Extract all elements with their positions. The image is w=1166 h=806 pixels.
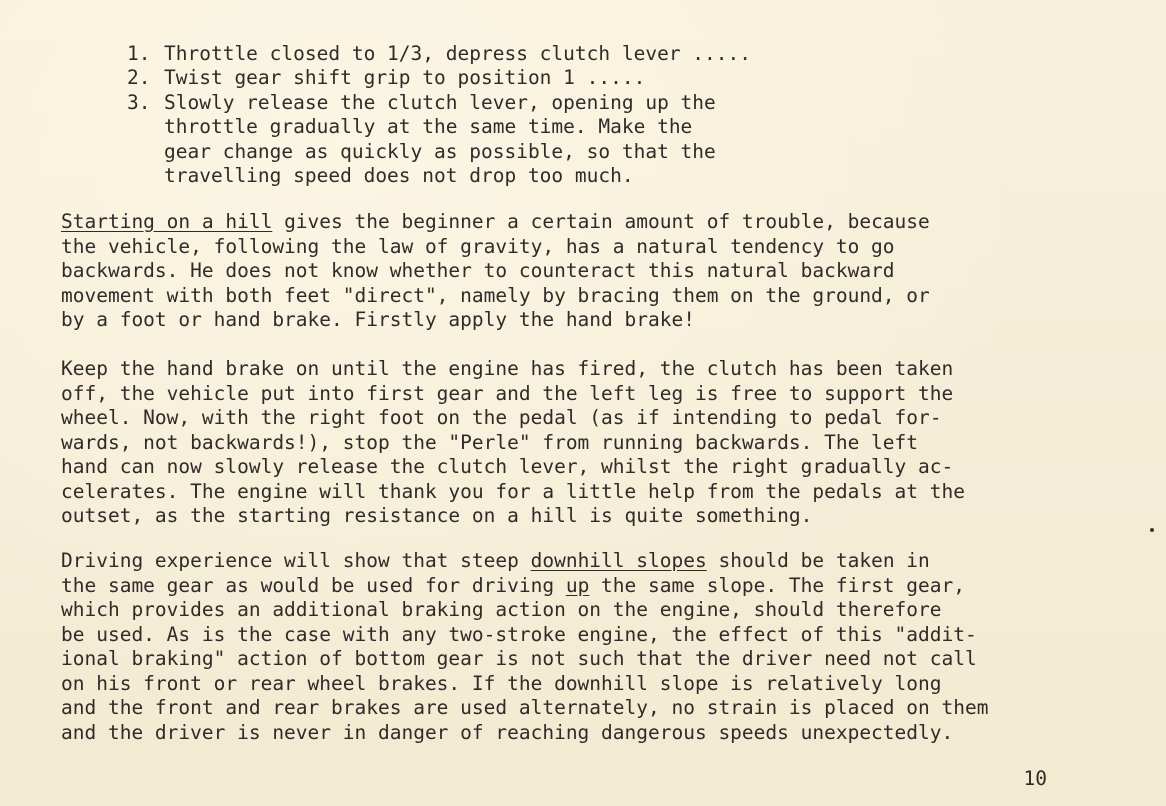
step-text: Slowly release the clutch lever, opening up the throttle gradually at the same time. Make the gear change as quickly as possible, so that the travelling speed does not drop too much. bbox=[164, 90, 716, 188]
heading-starting-on-hill: Starting on a hill bbox=[61, 210, 273, 233]
step-text: Twist gear shift grip to position 1 ..... bbox=[164, 66, 646, 90]
paragraph-hand-brake bbox=[61, 357, 965, 529]
ink-speck bbox=[1150, 528, 1154, 532]
paragraph-text: should be taken in the same gear as would be used for driving bbox=[61, 549, 930, 597]
emphasis-downhill-slopes: downhill slopes bbox=[530, 549, 707, 572]
paragraph-text: gives the beginner a certain amount of trouble, because the vehicle, following the law of gravity, has a natural tendency to go backwards. He does not know whether to counteract this natural backward movement with both feet "direct", namely by bracing them on the ground, or by a foot or hand brake. Firstly apply the hand brake! bbox=[61, 210, 930, 331]
paragraph-text: Driving experience will show that steep bbox=[61, 549, 531, 572]
step-number: 3. bbox=[127, 90, 151, 114]
step-number: 2. bbox=[127, 66, 151, 90]
instruction-list bbox=[127, 42, 751, 188]
step-text: Throttle closed to 1/3, depress clutch lever ..... bbox=[164, 42, 751, 65]
list-item bbox=[127, 91, 751, 189]
list-item bbox=[127, 66, 751, 90]
page-number: 10 bbox=[1023, 767, 1047, 790]
list-item bbox=[127, 42, 751, 66]
paragraph-downhill bbox=[61, 549, 988, 745]
emphasis-up: up bbox=[565, 573, 590, 597]
paragraph-starting-on-hill bbox=[61, 210, 930, 333]
paragraph-text: the same slope. The first gear, which provides an additional braking action on the engine, should therefore be used. As is the case with any two-stroke engine, the effect of this "addit- ional braking" action of bottom gear is not such that the driver need not call on his front or rear wheel brakes. If the downhill slope is relatively long and the front and rear brakes are used alternately, no strain is placed on them and the driver is never in danger of reaching dangerous speeds unexpectedly. bbox=[61, 573, 989, 744]
step-number: 1. bbox=[127, 42, 151, 65]
paragraph-text: Keep the hand brake on until the engine has fired, the clutch has been taken off, the vehicle put into first gear and the left leg is free to support the wheel. Now, with the right foot on the pedal (as if intending to pedal for- wards, not backwards!), stop the "Perle" from running backwards. The left hand can now slowly release the clutch lever, whilst the right gradually ac- celerates. The engine will thank you for a little help from the pedals at the outset, as the starting resistance on a hill is quite something. bbox=[61, 357, 965, 527]
